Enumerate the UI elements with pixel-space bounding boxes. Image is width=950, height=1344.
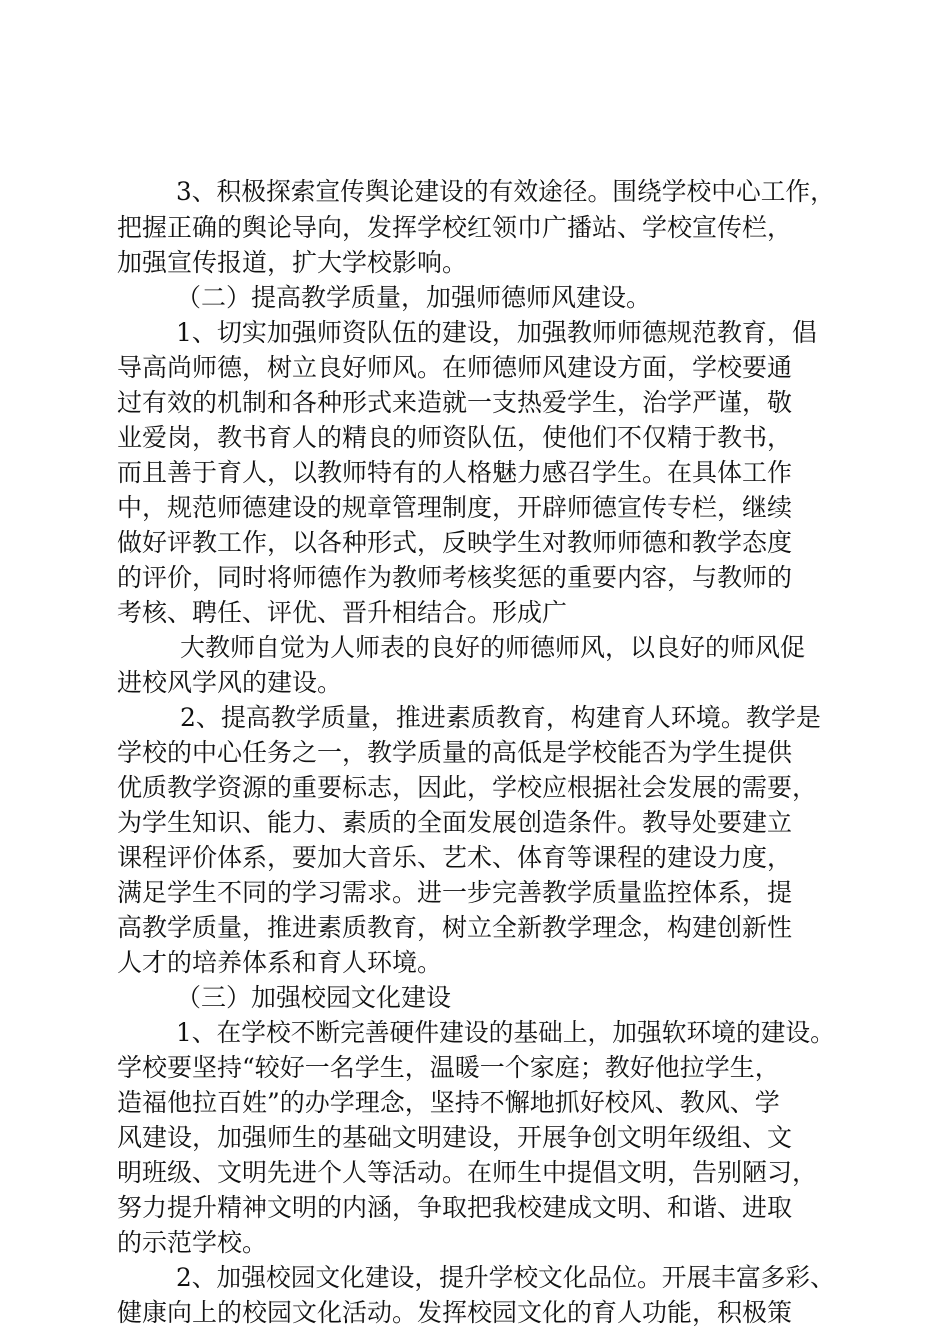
text-line: 3、积极探索宣传舆论建设的有效途径。围绕学校中心工作， xyxy=(176,177,835,206)
text-line: 学校的中心任务之一，教学质量的高低是学校能否为学生提供 xyxy=(117,738,793,767)
text-line: 业爱岗，教书育人的精良的师资队伍，使他们不仅精于教书， xyxy=(117,423,793,452)
section-heading: （二）提高教学质量，加强师德师风建设。 xyxy=(176,283,652,312)
text-line: 健康向上的校园文化活动。发挥校园文化的育人功能，积极策 xyxy=(117,1298,793,1327)
text-line: 人才的培养体系和育人环境。 xyxy=(117,948,443,977)
text-line: 而且善于育人，以教师特有的人格魅力感召学生。在具体工作 xyxy=(117,458,793,487)
text-line: 过有效的机制和各种形式来造就一支热爱学生，治学严谨，敬 xyxy=(117,388,793,417)
text-line: 满足学生不同的学习需求。进一步完善教学质量监控体系，提 xyxy=(117,878,793,907)
text-line: 1、切实加强师资队伍的建设，加强教师师德规范教育，倡 xyxy=(176,318,817,347)
text-line: 明班级、文明先进个人等活动。在师生中提倡文明，告别陋习， xyxy=(117,1158,818,1187)
text-line: 造福他拉百姓”的办学理念，坚持不懈地抓好校风、教风、学 xyxy=(117,1088,780,1117)
text-line: 为学生知识、能力、素质的全面发展创造条件。教导处要建立 xyxy=(117,808,793,837)
text-line: 把握正确的舆论导向，发挥学校红领巾广播站、学校宣传栏， xyxy=(117,213,793,242)
text-line: 大教师自觉为人师表的良好的师德师风，以良好的师风促 xyxy=(180,633,806,662)
text-line: 高教学质量，推进素质教育，树立全新教学理念，构建创新性 xyxy=(117,913,793,942)
text-line: 加强宣传报道，扩大学校影响。 xyxy=(117,248,468,277)
text-line: 的示范学校。 xyxy=(117,1228,268,1257)
text-line: 1、在学校不断完善硬件建设的基础上，加强软环境的建设。 xyxy=(176,1018,835,1047)
text-line: 做好评教工作，以各种形式，反映学生对教师师德和教学态度 xyxy=(117,528,793,557)
text-line: 考核、聘任、评优、晋升相结合。形成广 xyxy=(117,598,568,627)
text-line: 进校风学风的建设。 xyxy=(117,668,343,697)
text-line: 的评价，同时将师德作为教师考核奖惩的重要内容，与教师的 xyxy=(117,563,793,592)
text-line: 努力提升精神文明的内涵，争取把我校建成文明、和谐、进取 xyxy=(117,1193,793,1222)
text-line: 风建设，加强师生的基础文明建设，开展争创文明年级组、文 xyxy=(117,1123,793,1152)
text-line: 导高尚师德，树立良好师风。在师德师风建设方面，学校要通 xyxy=(117,353,793,382)
text-line: 2、提高教学质量，推进素质教育，构建育人环境。教学是 xyxy=(180,703,821,732)
text-line: 学校要坚持“较好一名学生，温暖一个家庭；教好他拉学生， xyxy=(117,1053,780,1082)
text-line: 优质教学资源的重要标志，因此，学校应根据社会发展的需要， xyxy=(117,773,818,802)
text-line: 2、加强校园文化建设，提升学校文化品位。开展丰富多彩、 xyxy=(176,1263,835,1292)
text-line: 课程评价体系，要加大音乐、艺术、体育等课程的建设力度， xyxy=(117,843,793,872)
text-line: 中，规范师德建设的规章管理制度，开辟师德宣传专栏，继续 xyxy=(117,493,793,522)
section-heading: （三）加强校园文化建设 xyxy=(176,983,452,1012)
